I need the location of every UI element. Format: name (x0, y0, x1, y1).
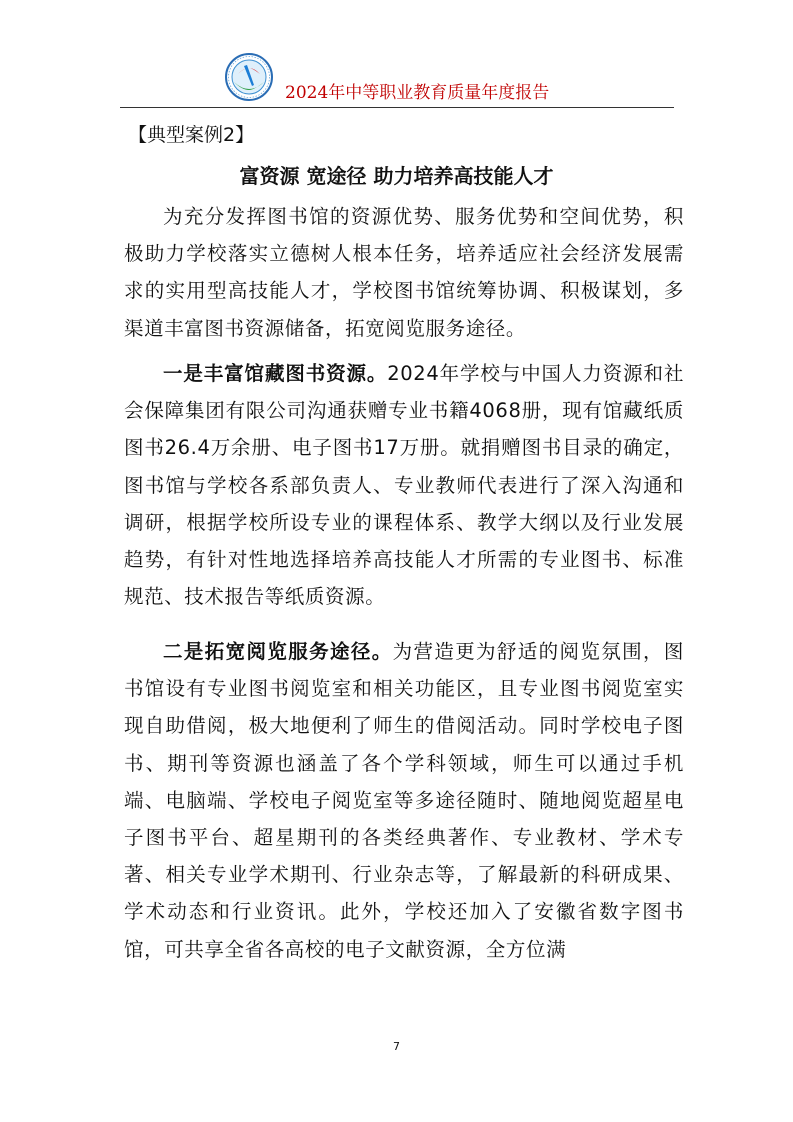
paragraph-lead: 二是拓宽阅览服务途径。 (163, 640, 393, 663)
paragraph-text: 为充分发挥图书馆的资源优势、服务优势和空间优势，积极助力学校落实立德树人根本任务，培养适应社会经济发展需求的实用型高技能人才，学校图书馆统筹协调、积极谋划，多渠道丰富图书资源储备，拓宽阅览服务途径。 (124, 205, 684, 340)
paragraph-text: 2024年学校与中国人力资源和社会保障集团有限公司沟通获赠专业书籍4068册，现有馆藏纸质图书26.4万余册、电子图书17万册。就捐赠图书目录的确定，图书馆与学校各系部负责人、专业教师代表进行了深入沟通和调研，根据学校所设专业的课程体系、教学大纲以及行业发展趋势，有针对性地选择培养高技能人才所需的专业图书、标准规范、技术报告等纸质资源。 (124, 362, 684, 609)
document-title: 富资源 宽途径 助力培养高技能人才 (239, 164, 554, 188)
page-number: 7 (393, 1040, 400, 1053)
school-emblem-icon (224, 52, 274, 102)
paragraph-text: 为营造更为舒适的阅览氛围，图书馆设有专业图书阅览室和相关功能区，且专业图书阅览室实现自助借阅，极大地便利了师生的借阅活动。同时学校电子图书、期刊等资源也涵盖了各个学科领域，师生可以通过手机端、电脑端、学校电子阅览室等多途径随时、随地阅览超星电子图书平台、超星期刊的各类经典著作、专业教材、学术专著、相关专业学术期刊、行业杂志等，了解最新的科研成果、学术动态和行业资讯。此外，学校还加入了安徽省数字图书馆，可共享全省各高校的电子文献资源，全方位满 (124, 640, 684, 961)
report-header-title: 2024年中等职业教育质量年度报告 (285, 83, 550, 103)
paragraph-collection (124, 355, 684, 615)
paragraph-lead: 一是丰富馆藏图书资源。 (163, 362, 388, 385)
paragraph-intro (124, 198, 684, 347)
page-header (120, 52, 674, 108)
case-label: 【典型案例2】 (128, 124, 255, 146)
header-divider (120, 107, 674, 108)
paragraph-reading-service (124, 633, 684, 968)
